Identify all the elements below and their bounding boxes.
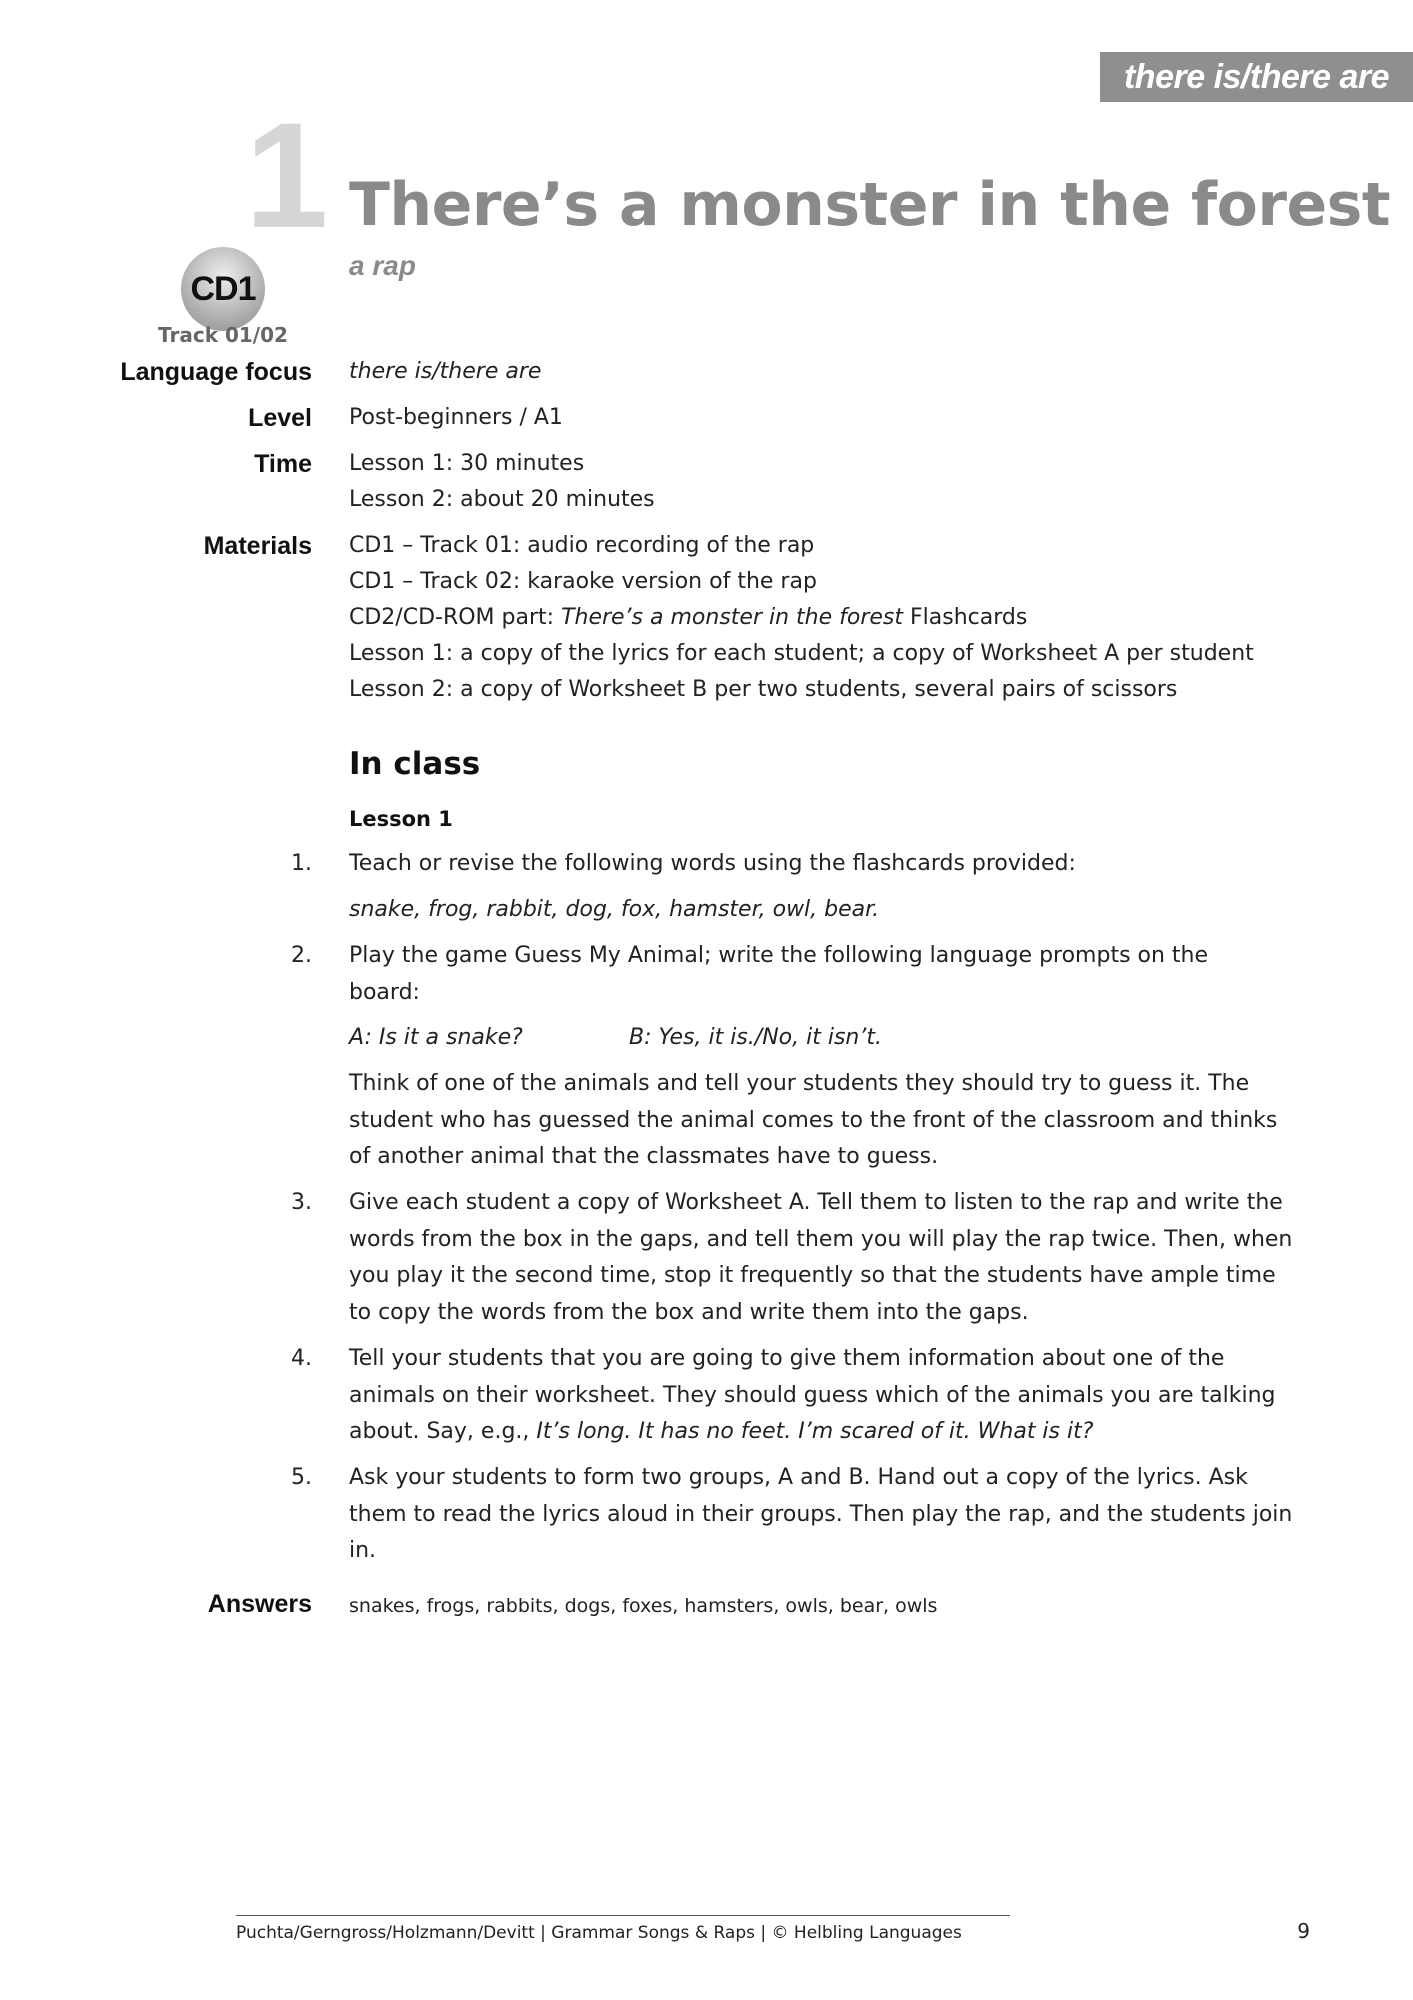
answers-label: Answers [207, 1590, 312, 1618]
track-label: Track 01/02 [158, 323, 288, 347]
lesson-heading: Lesson 1 [349, 807, 453, 831]
prompt-b: B: Yes, it is./No, it isn’t. [629, 1025, 882, 1050]
step-followup: Think of one of the animals and tell your students they should try to guess it. The student who has guessed the animal comes to the front of the classroom and thinks of another animal that the classmates have to guess. [349, 1071, 1278, 1169]
step-number: 2. [291, 943, 312, 968]
vocabulary-words: snake, frog, rabbit, dog, fox, hamster, owl, bear. [349, 897, 880, 922]
time-value-lesson-2: Lesson 2: about 20 minutes [349, 487, 655, 512]
unit-number: 1 [245, 91, 329, 259]
materials-line: CD1 – Track 02: karaoke version of the rap [349, 569, 817, 594]
level-value: Post-beginners / A1 [349, 405, 563, 430]
materials-line: Lesson 1: a copy of the lyrics for each student; a copy of Worksheet A per student [349, 641, 1254, 666]
materials-line: CD1 – Track 01: audio recording of the rap [349, 533, 815, 558]
footer-credits: Puchta/Gerngross/Holzmann/Devitt | Grammar Songs & Raps | © Helbling Languages [236, 1923, 962, 1943]
step-number: 4. [291, 1346, 312, 1371]
materials-line [349, 600, 1027, 636]
language-focus-value: there is/there are [349, 359, 542, 384]
prompt-a: A: Is it a snake? [349, 1025, 523, 1050]
time-label: Time [254, 450, 312, 478]
materials-label: Materials [203, 532, 312, 560]
step-number: 5. [291, 1465, 312, 1490]
step-text: Teach or revise the following words using the flashcards provided: [349, 851, 1076, 876]
materials-line-prefix: CD2/CD-ROM part: [349, 605, 562, 630]
step-text [349, 1341, 1294, 1451]
materials-flashcards-title: There’s a monster in the forest [561, 605, 903, 630]
step-text: Give each student a copy of Worksheet A. Tell them to listen to the rap and write the words from the box in the gaps, and tell them you will play the rap twice. Then, when you play it the second time, stop it frequently so that the students have ample time to copy the words from the box and write them into the gaps. [349, 1190, 1293, 1325]
materials-line-suffix: Flashcards [903, 605, 1028, 630]
page-number: 9 [1297, 1919, 1310, 1943]
step-example: It’s long. It has no feet. I’m scared of it. What is it? [536, 1419, 1094, 1444]
cd-label: CD1 [190, 270, 256, 308]
topic-tab: there is/there are [1100, 52, 1413, 102]
page-subtitle: a rap [349, 250, 416, 281]
footer-rule [236, 1915, 1010, 1916]
page-title: There’s a monster in the forest [349, 170, 1391, 240]
language-focus-label: Language focus [120, 358, 312, 386]
section-heading: In class [349, 746, 481, 782]
step-text-body: Tell your students that you are going to give them information about one of the animals on their worksheet. They should guess which of the animals you are talking about. Say, e.g., [349, 1346, 1276, 1444]
step-number: 1. [291, 851, 312, 876]
answers-text: snakes, frogs, rabbits, dogs, foxes, hamsters, owls, bear, owls [349, 1595, 938, 1617]
time-value-lesson-1: Lesson 1: 30 minutes [349, 451, 585, 476]
materials-line: Lesson 2: a copy of Worksheet B per two students, several pairs of scissors [349, 677, 1178, 702]
step-number: 3. [291, 1190, 312, 1215]
step-text: Play the game Guess My Animal; write the following language prompts on the board: [349, 943, 1209, 1005]
step-text: Ask your students to form two groups, A and B. Hand out a copy of the lyrics. Ask them to read the lyrics aloud in their groups. Then play the rap, and the students join in. [349, 1465, 1293, 1563]
level-label: Level [248, 404, 312, 432]
